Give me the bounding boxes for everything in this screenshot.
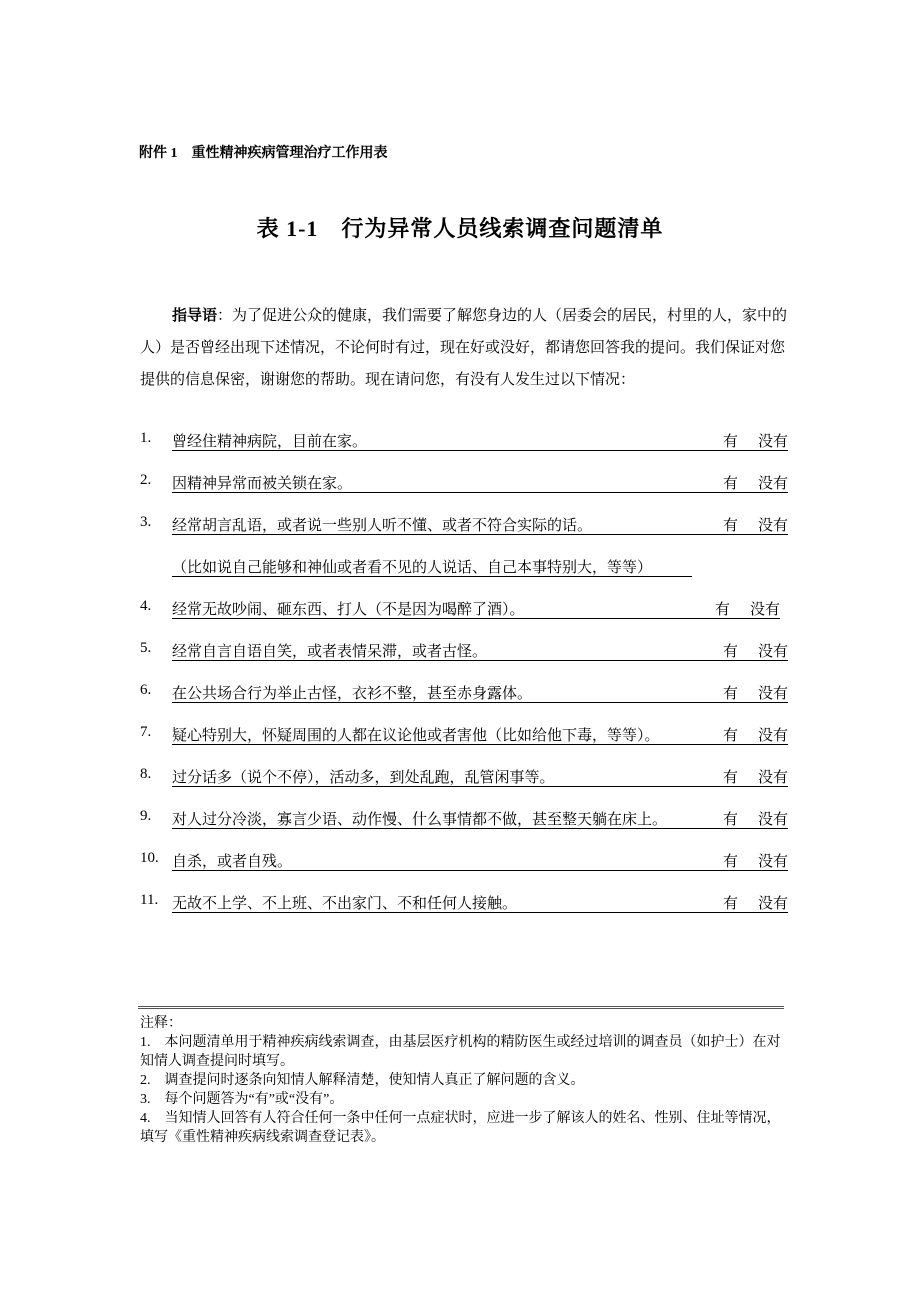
question-text: 曾经住精神病院，目前在家。 — [172, 434, 368, 450]
question-line — [172, 808, 788, 829]
answer-no[interactable]: 没有 — [757, 644, 788, 660]
answer-no[interactable]: 没有 — [757, 728, 788, 744]
question-item — [140, 766, 788, 788]
answer-no[interactable]: 没有 — [757, 854, 788, 870]
question-number: 10. — [140, 850, 159, 866]
notes-section — [140, 1014, 790, 1147]
question-item — [140, 724, 788, 746]
question-line — [172, 640, 788, 661]
question-number: 4. — [140, 598, 152, 614]
question-text: 因精神异常而被关锁在家。 — [172, 476, 353, 492]
attachment-heading: 附件 1 重性精神疾病管理治疗工作用表 — [139, 146, 388, 161]
question-number: 5. — [140, 640, 152, 656]
answer-yes[interactable]: 有 — [722, 644, 738, 660]
question-item — [140, 850, 788, 872]
answer-no[interactable]: 没有 — [757, 476, 788, 492]
answer-yes[interactable]: 有 — [714, 602, 730, 618]
question-item — [140, 808, 788, 830]
note-item: 4. 当知情人回答有人符合任何一条中任何一点症状时，应进一步了解该人的姓名、性别、住址等情况，填写《重性精神疾病线索调查登记表》。 — [140, 1111, 781, 1145]
question-item — [140, 892, 788, 914]
answer-no[interactable]: 没有 — [757, 518, 788, 534]
question-number: 8. — [140, 766, 152, 782]
answer-no[interactable]: 没有 — [757, 812, 788, 828]
question-line — [172, 682, 788, 703]
answer-yes[interactable]: 有 — [722, 434, 738, 450]
question-line — [172, 598, 780, 619]
question-number: 6. — [140, 682, 152, 698]
question-number: 1. — [140, 430, 152, 446]
question-number: 7. — [140, 724, 152, 740]
question-item — [140, 430, 788, 452]
question-line — [172, 766, 788, 787]
question-number: 3. — [140, 514, 152, 530]
note-item: 2. 调查提问时逐条向知情人解释清楚，使知情人真正了解问题的含义。 — [140, 1073, 585, 1088]
answer-no[interactable]: 没有 — [757, 434, 788, 450]
question-text: 自杀，或者自残。 — [172, 854, 293, 870]
answer-yes[interactable]: 有 — [722, 812, 738, 828]
question-line — [172, 472, 788, 493]
question-item — [140, 640, 788, 662]
question-line — [172, 514, 788, 535]
answer-yes[interactable]: 有 — [722, 686, 738, 702]
question-line — [172, 892, 788, 913]
question-text: 过分话多（说个不停），活动多，到处乱跑，乱管闲事等。 — [172, 770, 555, 786]
question-line — [172, 430, 788, 451]
question-text: 经常无故吵闹、砸东西、打人（不是因为喝醉了酒）。 — [172, 602, 525, 618]
answer-yes[interactable]: 有 — [722, 476, 738, 492]
question-item — [140, 514, 788, 536]
question-number: 11. — [140, 892, 159, 908]
guide-label: 指导语 — [172, 308, 218, 324]
notes-label: 注释： — [140, 1016, 182, 1031]
question-number: 9. — [140, 808, 152, 824]
page-title: 表 1-1 行为异常人员线索调查问题清单 — [256, 216, 664, 241]
answer-no[interactable]: 没有 — [757, 896, 788, 912]
answer-yes[interactable]: 有 — [722, 854, 738, 870]
question-text: 疑心特别大，怀疑周围的人都在议论他或者害他（比如给他下毒，等等）。 — [172, 728, 660, 744]
answer-yes[interactable]: 有 — [722, 518, 738, 534]
answer-no[interactable]: 没有 — [757, 686, 788, 702]
question-line — [172, 850, 788, 871]
guide-paragraph — [140, 300, 790, 396]
notes-divider — [138, 1006, 784, 1009]
note-item: 1. 本问题清单用于精神疾病线索调查，由基层医疗机构的精防医生或经过培训的调查员（如护士）在对知情人调查提问时填写。 — [140, 1035, 781, 1069]
question-item — [140, 682, 788, 704]
answer-yes[interactable]: 有 — [722, 728, 738, 744]
question-text: 无故不上学、不上班、不出家门、不和任何人接触。 — [172, 896, 518, 912]
note-item: 3. 每个问题答为“有”或“没有”。 — [140, 1092, 344, 1107]
question-number: 2. — [140, 472, 152, 488]
answer-yes[interactable]: 有 — [722, 770, 738, 786]
question-item — [140, 472, 788, 494]
question-text: 经常自言自语自笑，或者表情呆滞，或者古怪。 — [172, 644, 488, 660]
question-line — [172, 724, 788, 745]
guide-text: ：为了促进公众的健康，我们需要了解您身边的人（居委会的居民，村里的人，家中的人）是否曾经出现下述情况，不论何时有过，现在好或没好，都请您回答我的提问。我们保证对您提供的信息保密，谢谢您的帮助。现在请问您，有没有人发生过以下情况： — [140, 308, 788, 388]
question-text: 在公共场合行为举止古怪，衣衫不整，甚至赤身露体。 — [172, 686, 533, 702]
question-text: 经常胡言乱语，或者说一些别人听不懂、或者不符合实际的话。 — [172, 518, 593, 534]
answer-yes[interactable]: 有 — [722, 896, 738, 912]
question-item — [140, 598, 780, 620]
item-3-note: （比如说自己能够和神仙或者看不见的人说话、自己本事特别大，等等） — [172, 556, 692, 577]
answer-no[interactable]: 没有 — [749, 602, 780, 618]
question-text: 对人过分冷淡，寡言少语、动作慢、什么事情都不做，甚至整天躺在床上。 — [172, 812, 668, 828]
answer-no[interactable]: 没有 — [757, 770, 788, 786]
